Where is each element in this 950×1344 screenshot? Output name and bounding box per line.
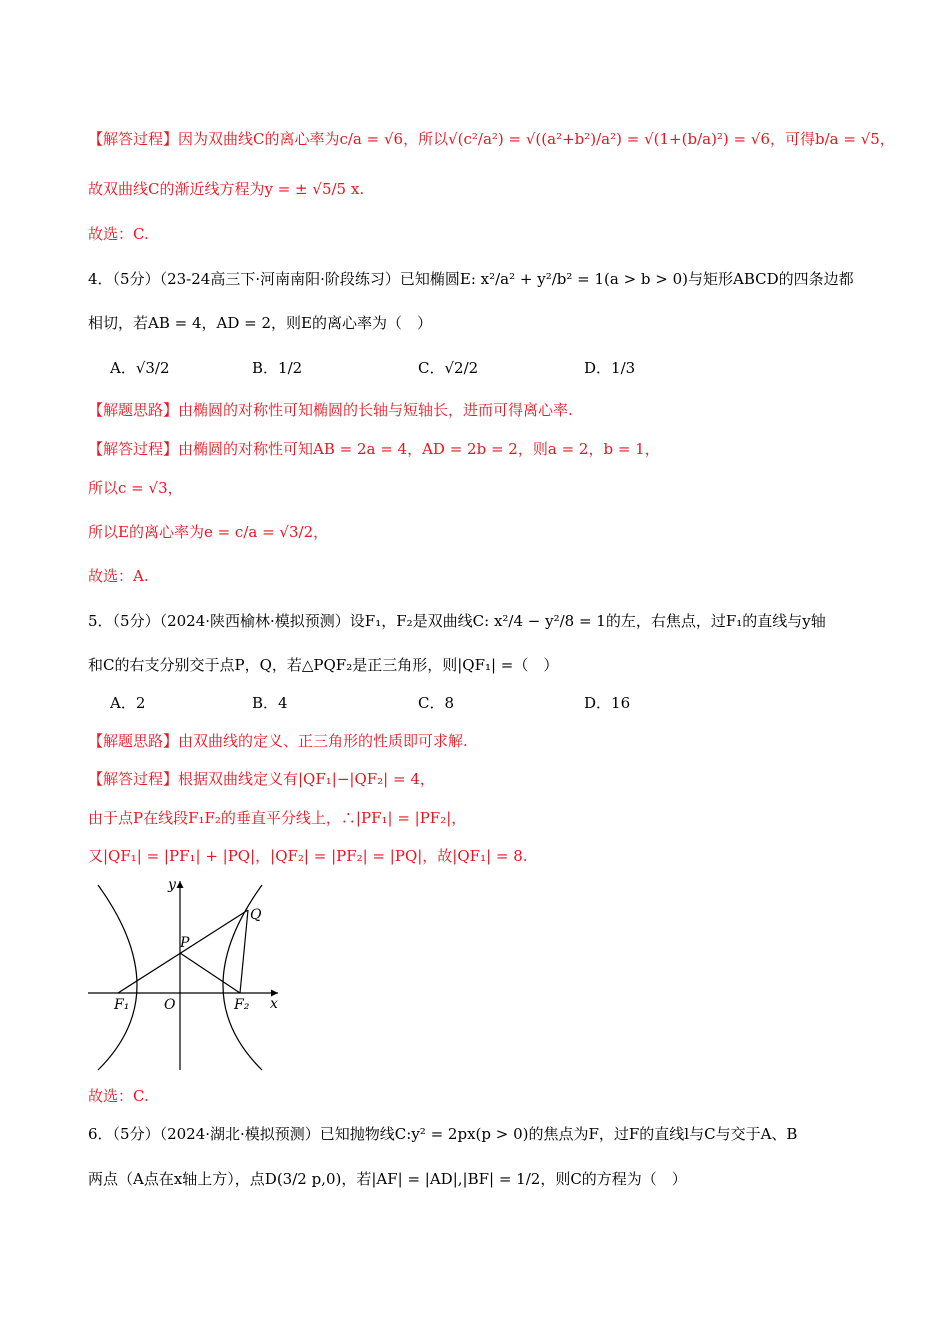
- left-branch: [98, 885, 137, 1070]
- q5-stem-line1: 5．（5分）（2024·陕西榆林·模拟预测）设F₁，F₂是双曲线C: x²/4 − y²/8 = 1的左，右焦点，过F₁的直线与y轴: [88, 612, 826, 630]
- q5-process-line2: 由于点P在线段F₁F₂的垂直平分线上，∴|PF₁| = |PF₂|，: [88, 809, 467, 827]
- label-q: Q: [250, 907, 262, 923]
- label-y: y: [168, 877, 176, 893]
- q3-process-line1: 【解答过程】因为双曲线C的离心率为c/a = √6，所以√(c²/a²) = √((a²+b²)/a²) = √(1+(b/a)²) = √6，可得b/a = √5，: [88, 130, 895, 148]
- line-p-f2: [180, 953, 240, 993]
- q4-option-c: C．√2/2: [418, 359, 479, 377]
- q3-process-line2: 故双曲线C的渐近线方程为y = ± √5/5 x.: [88, 180, 365, 198]
- q4-option-b: B．1/2: [252, 359, 303, 377]
- q5-process-line1: 【解答过程】根据双曲线定义有|QF₁|−|QF₂| = 4，: [88, 770, 435, 788]
- q5-option-d: D．16: [584, 694, 631, 712]
- label-p: P: [180, 935, 190, 951]
- q5-option-c: C．8: [418, 694, 455, 712]
- label-f1: F₁: [114, 997, 130, 1013]
- label-x: x: [270, 996, 278, 1012]
- q4-process-line2: 所以c = √3，: [88, 479, 183, 497]
- q5-process-line3: 又|QF₁| = |PF₁| + |PQ|，|QF₂| = |PF₂| = |PQ|，故|QF₁| = 8.: [88, 847, 528, 865]
- q4-stem-line2: 相切，若AB = 4，AD = 2，则E的离心率为（ ）: [88, 314, 432, 332]
- q4-idea: 【解题思路】由椭圆的对称性可知椭圆的长轴与短轴长，进而可得离心率.: [88, 401, 573, 419]
- q5-option-b: B．4: [252, 694, 288, 712]
- q5-idea: 【解题思路】由双曲线的定义、正三角形的性质即可求解.: [88, 732, 468, 750]
- q4-process-line3: 所以E的离心率为e = c/a = √3/2，: [88, 523, 329, 541]
- q4-answer: 故选：A.: [88, 567, 149, 585]
- q5-stem-line2: 和C的右支分别交于点P，Q，若△PQF₂是正三角形，则|QF₁| =（ ）: [88, 656, 559, 674]
- label-f2: F₂: [234, 997, 250, 1013]
- q4-option-a: A．√3/2: [110, 359, 170, 377]
- q4-stem-line1: 4．（5分）（23-24高三下·河南南阳·阶段练习）已知椭圆E: x²/a² + y²/b² = 1(a > b > 0)与矩形ABCD的四条边都: [88, 270, 854, 288]
- q6-stem-line2: 两点（A点在x轴上方），点D(3/2 p,0)，若|AF| = |AD|,|BF| = 1/2，则C的方程为（ ）: [88, 1170, 687, 1188]
- q4-option-d: D．1/3: [584, 359, 636, 377]
- hyperbola-figure: [88, 875, 288, 1075]
- q5-option-a: A．2: [110, 694, 146, 712]
- line-q-f2: [240, 910, 248, 993]
- label-o: O: [164, 997, 176, 1013]
- q3-answer: 故选：C.: [88, 225, 149, 243]
- q6-stem-line1: 6．（5分）（2024·湖北·模拟预测）已知抛物线C:y² = 2px(p > 0)的焦点为F，过F的直线l与C与交于A、B: [88, 1125, 798, 1143]
- q5-answer: 故选：C.: [88, 1087, 149, 1105]
- q4-process-line1: 【解答过程】由椭圆的对称性可知AB = 2a = 4，AD = 2b = 2，则a = 2，b = 1，: [88, 440, 660, 458]
